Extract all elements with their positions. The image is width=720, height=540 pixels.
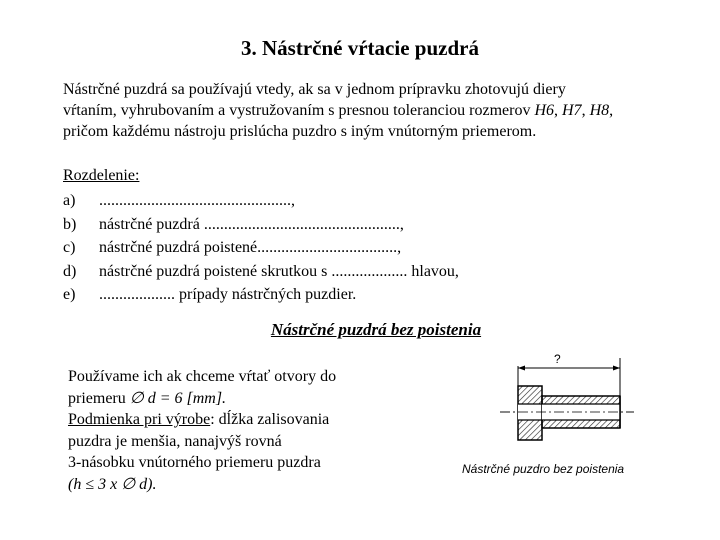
intro-line-2-end: , — [609, 102, 614, 119]
tolerance-sep-1: , — [554, 102, 562, 119]
figure-caption: Nástrčné puzdro bez poistenia — [462, 462, 625, 476]
section-title: Nástrčné puzdrá bez poistenia — [270, 320, 482, 339]
list-item — [63, 213, 459, 237]
intro-line-2-text: vŕtaním, vyhrubovaním a vystružovaním s presnou toleranciou rozmerov — [63, 102, 535, 119]
dimension-arrow-left — [518, 366, 525, 371]
list-item-label: a) — [63, 192, 76, 209]
intro-line-1: Nástrčné puzdrá sa používajú vtedy, ak sa v jednom prípravku zhotovujú diery — [63, 81, 566, 98]
section-body — [68, 366, 398, 495]
body-line-4: puzdra je menšia, nanajvýš rovná — [68, 432, 282, 450]
list-item-text: nástrčné puzdrá poistené..................................., — [99, 239, 402, 256]
diameter-formula: ∅ d = 6 [mm]. — [129, 389, 227, 407]
list-item-text: nástrčné puzdrá ................................................., — [99, 215, 404, 233]
list-item — [63, 189, 459, 213]
tolerance-h6: H6 — [534, 102, 554, 119]
list-item — [63, 236, 459, 260]
bushing-drawing — [496, 350, 636, 460]
body-line-2 — [68, 388, 398, 410]
body-line-5: 3-násobku vnútorného priemeru puzdra — [68, 454, 321, 471]
tolerance-h8: H8 — [589, 102, 610, 119]
page-title: 3. Nástrčné vŕtacie puzdrá — [241, 36, 479, 60]
intro-line-2 — [63, 100, 693, 121]
division-list — [63, 189, 459, 307]
list-item-text: ................................................, — [99, 192, 295, 209]
list-item-label: b) — [63, 215, 77, 233]
tolerance-sep-2: , — [581, 102, 590, 119]
intro-line-3: pričom každému nástroju prislúcha puzdro s iným vnútorným priemerom. — [63, 123, 537, 140]
list-item-text: ................... prípady nástrčných puzdier. — [99, 286, 357, 303]
body-line-1: Používame ich ak chceme vŕtať otvory do — [68, 368, 337, 385]
list-item-label: c) — [63, 239, 76, 256]
body-line-6: (h ≤ 3 x ∅ d). — [68, 475, 157, 493]
body-line-3-text: : dĺžka zalisovania — [210, 411, 330, 428]
list-item — [63, 260, 459, 284]
list-item — [63, 283, 459, 307]
tolerance-h7: H7 — [562, 102, 582, 119]
list-item-label: d) — [63, 262, 77, 280]
dimension-mark: ? — [554, 352, 561, 366]
division-heading: Rozdelenie: — [63, 167, 140, 184]
condition-label: Podmienka pri výrobe — [68, 411, 211, 428]
body-line-2-text: priemeru — [68, 389, 130, 407]
list-item-label: e) — [63, 286, 76, 303]
list-item-text: nástrčné puzdrá poistené skrutkou s ................... hlavou, — [99, 262, 459, 280]
intro-paragraph — [63, 79, 693, 142]
body-line-3 — [68, 409, 398, 431]
dimension-arrow-right — [613, 366, 620, 371]
